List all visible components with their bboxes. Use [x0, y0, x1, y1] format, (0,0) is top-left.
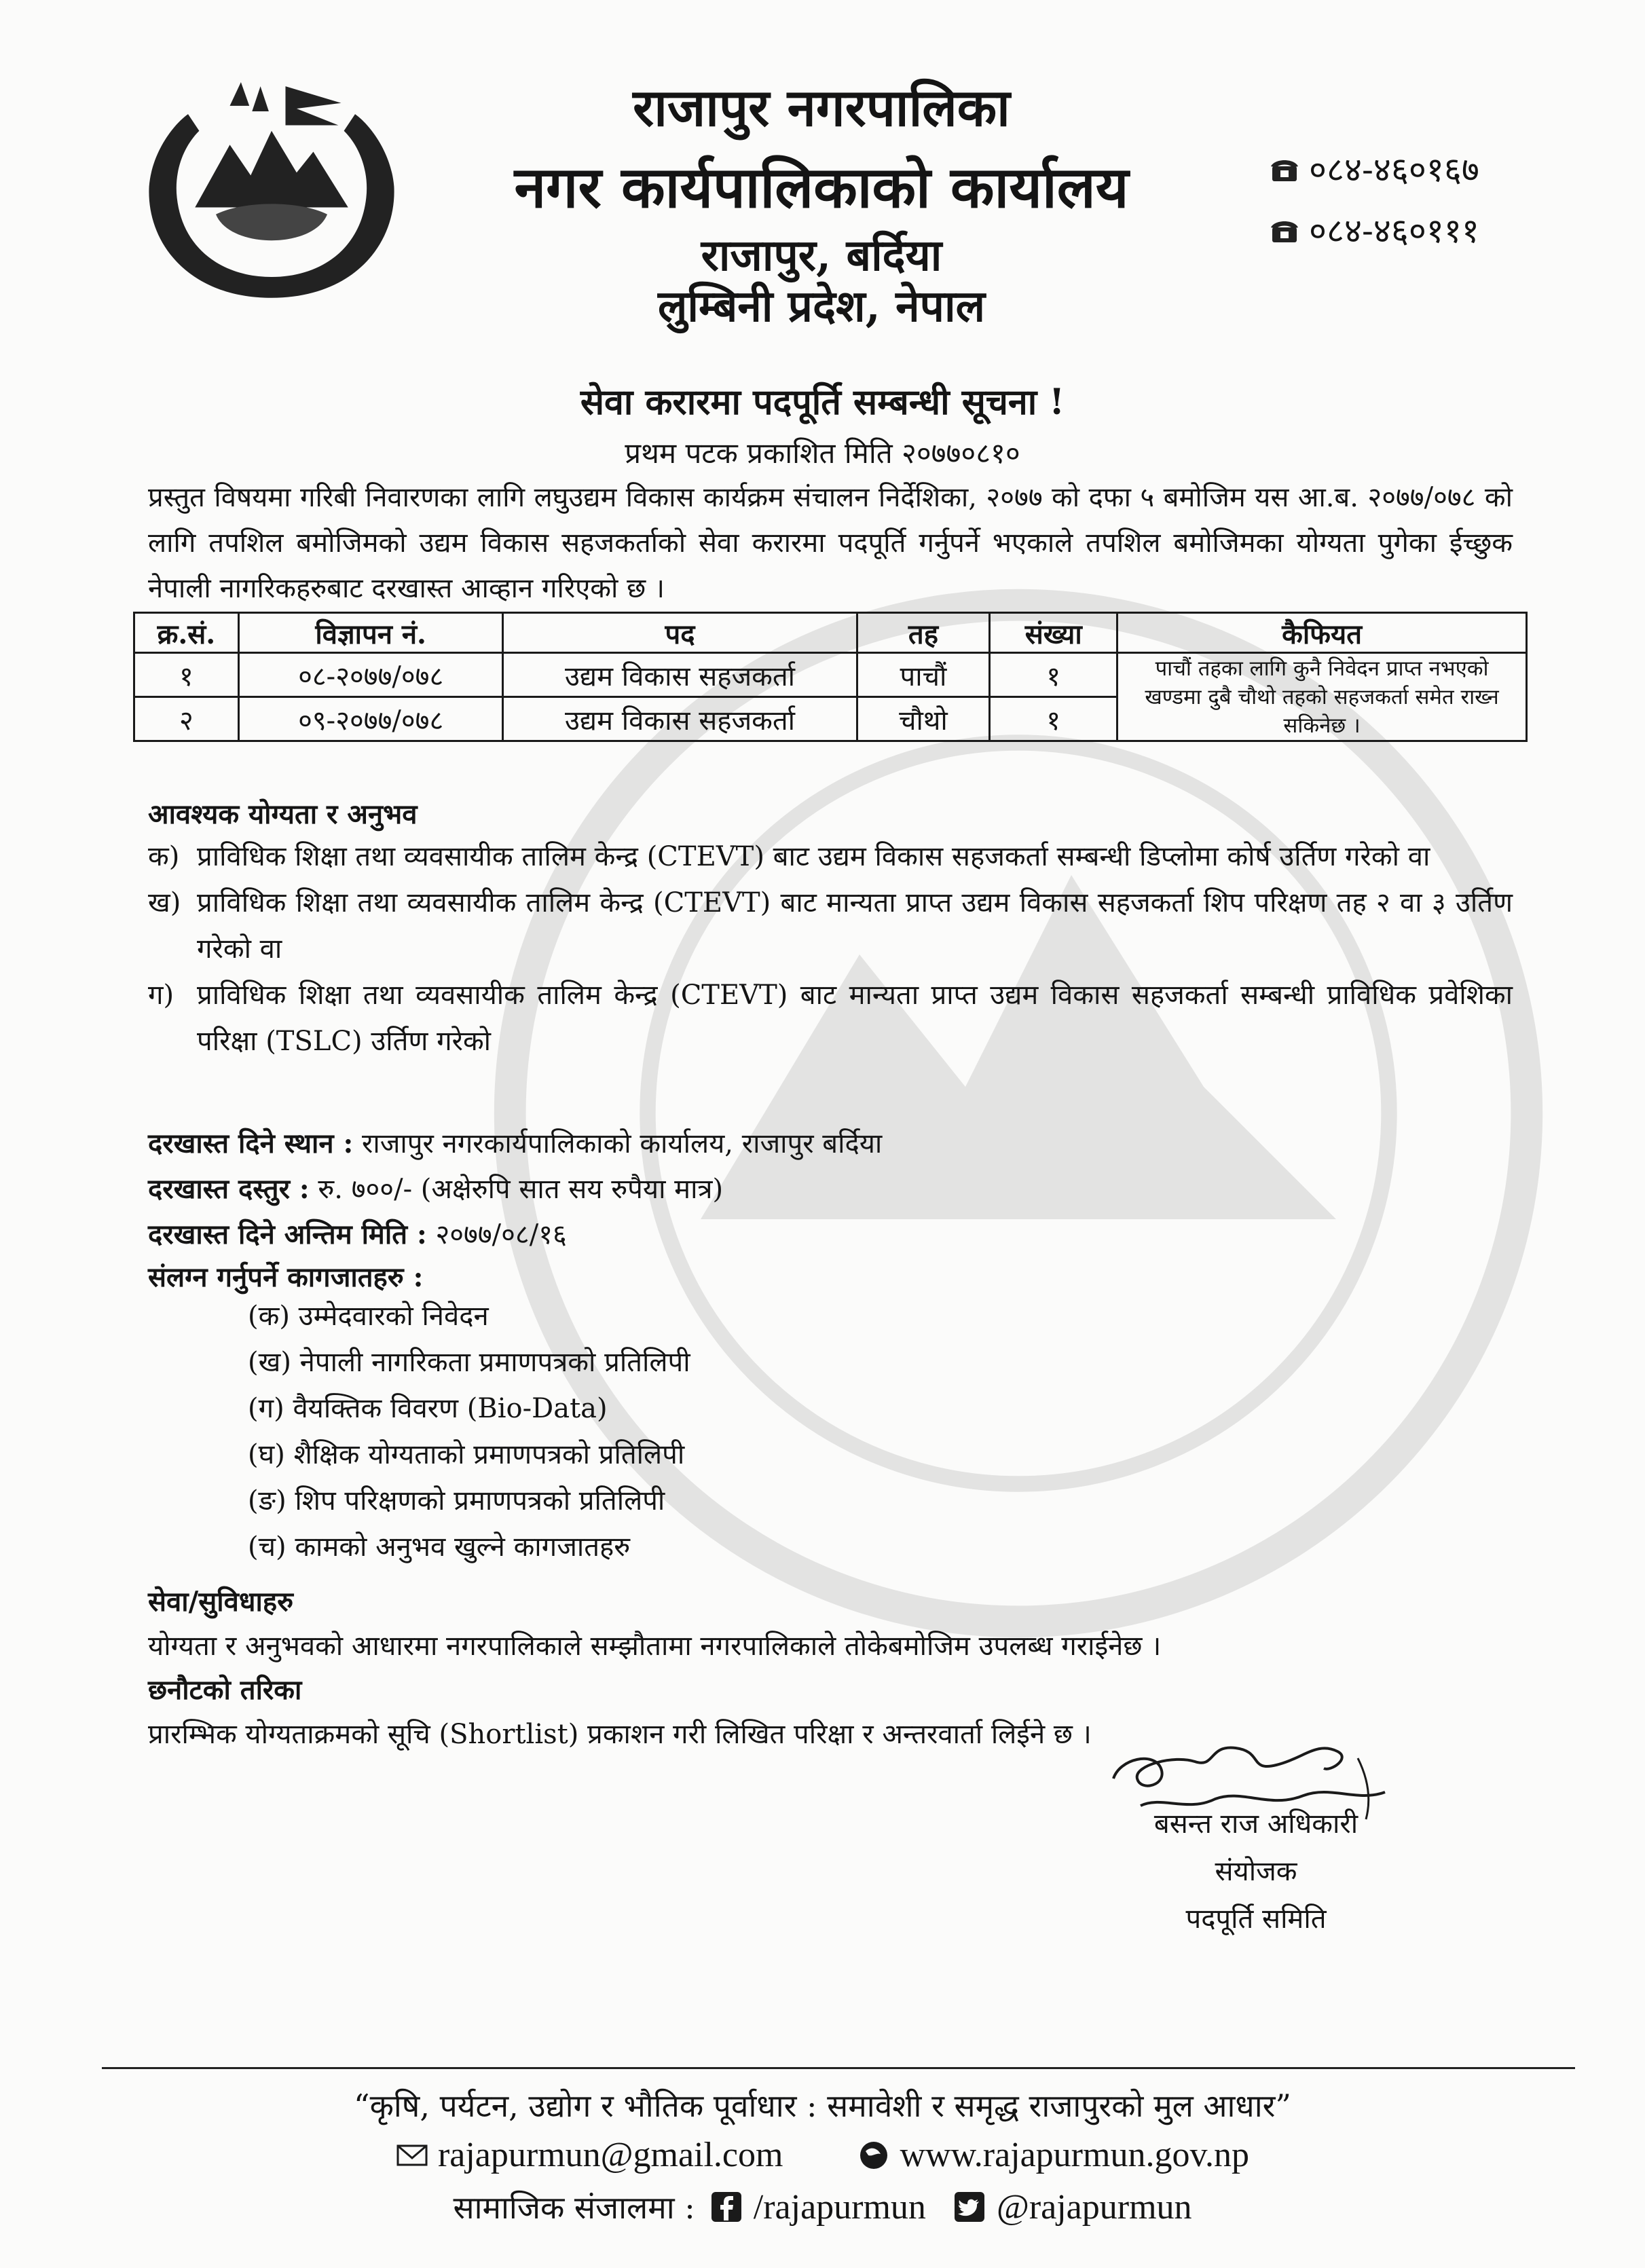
mail-icon [396, 2139, 428, 2172]
cell-remark: पाचौं तहका लागि कुनै निवेदन प्राप्त नभएको खण्डमा दुबै चौथो तहको सहजकर्ता समेत राख्न सकिनेछ । [1117, 653, 1527, 741]
application-deadline-value: २०७७/०८/१६ [435, 1219, 567, 1250]
phone-list [1270, 139, 1479, 261]
table-header-row [134, 613, 1527, 653]
cell-sn: २ [134, 697, 239, 741]
col-header-ad-no: विज्ञापन नं. [238, 613, 503, 653]
list-item: (ग) वैयक्तिक विवरण (Bio-Data) [248, 1393, 608, 1424]
application-place [148, 1123, 882, 1161]
col-header-count: संख्या [990, 613, 1117, 653]
col-header-sn: क्र.सं. [134, 613, 239, 653]
phone-number-2: ०८४-४६०१११ [1309, 211, 1479, 250]
office-location: राजापुर, बर्दिया [701, 230, 942, 281]
col-header-level: तह [857, 613, 990, 653]
globe-icon [857, 2139, 890, 2172]
twitter-handle[interactable]: @rajapurmun [996, 2187, 1192, 2227]
twitter-icon [953, 2191, 986, 2223]
qualifications-list [148, 834, 1513, 1064]
intro-paragraph: प्रस्तुत विषयमा गरिबी निवारणका लागि लघुउद्यम विकास कार्यक्रम संचालन निर्देशिका, २०७७ को दफा ५ बमोजिम यस आ.ब. २०७७/०७८ को लागि तपशिल बमोजिमको उद्यम विकास सहजकर्ताको सेवा करारमा पदपूर्ति गर्नुपर्ने भएकाले तपशिल बमोजिमका योग्यता पुगेका ईच्छुक नेपाली नागरिकहरुबाट दरखास्त आव्हान गरिएको छ । [148, 482, 1513, 604]
cell-count: १ [990, 653, 1117, 697]
cell-level: पाचौं [857, 653, 990, 697]
list-item: (क) उम्मेदवारको निवेदन [248, 1301, 489, 1332]
office-name: नगर कार्यपालिकाको कार्यालय [514, 153, 1129, 221]
item-text: प्राविधिक शिक्षा तथा व्यवसायीक तालिम केन्द्र (CTEVT) बाट मान्यता प्राप्त उद्यम विकास सहजकर्ता शिप परिक्षण तह २ वा ३ उर्तिण गरेको वा [197, 887, 1513, 965]
list-item [148, 972, 1513, 1064]
footer-website [857, 2135, 1249, 2175]
footer-social [0, 2186, 1645, 2228]
col-header-post: पद [503, 613, 857, 653]
list-item [148, 880, 1513, 972]
phone-icon [1270, 157, 1299, 183]
application-place-value: राजापुर नगरकार्यपालिकाको कार्यालय, राजापुर बर्दिया [361, 1128, 883, 1159]
item-marker: ग) [148, 980, 174, 1011]
application-deadline-label: दरखास्त दिने अन्तिम मिति : [148, 1219, 427, 1250]
signatory-block [1100, 1800, 1412, 1943]
required-docs-list [248, 1293, 690, 1570]
application-fee-label: दरखास्त दस्तुर : [148, 1173, 310, 1205]
selection-heading: छनौटको तरिका [148, 1674, 302, 1706]
item-marker: ख) [148, 887, 181, 918]
required-docs-heading: संलग्न गर्नुपर्ने कागजातहरु : [148, 1261, 424, 1293]
application-place-label: दरखास्त दिने स्थान : [148, 1128, 354, 1159]
table-row [134, 653, 1527, 697]
vacancy-table [133, 612, 1528, 742]
list-item: (ख) नेपाली नागरिकता प्रमाणपत्रको प्रतिलिपी [248, 1347, 690, 1378]
list-item: (ङ) शिप परिक्षणको प्रमाणपत्रको प्रतिलिपी [248, 1485, 665, 1517]
published-date: प्रथम पटक प्रकाशित मिति २०७७०८१० [625, 436, 1020, 470]
province-country: लुम्बिनी प्रदेश, नेपाल [657, 281, 985, 332]
signatory-name: बसन्त राज अधिकारी [1153, 1808, 1358, 1840]
application-fee-value: रु. ७००/- (अक्षेरुपि सात सय रुपैया मात्र) [318, 1174, 724, 1205]
footer-email [396, 2135, 783, 2175]
list-item: (च) कामको अनुभव खुल्ने कागजातहरु [248, 1531, 631, 1563]
footer-divider [102, 2067, 1575, 2069]
signatory-role: संयोजक [1215, 1856, 1297, 1887]
cell-count: १ [990, 697, 1117, 741]
signatory-committee: पदपूर्ति समिति [1185, 1903, 1327, 1935]
selection-text: प्रारम्भिक योग्यताक्रमको सूचि (Shortlist) प्रकाशन गरी लिखित परिक्षा र अन्तरवार्ता लिईने छ । [148, 1719, 1092, 1750]
cell-ad-no: ०९-२०७७/०७८ [238, 697, 503, 741]
social-label: सामाजिक संजालमा : [453, 2189, 695, 2226]
item-marker: क) [148, 841, 180, 872]
qualifications-heading: आवश्यक योग्यता र अनुभव [148, 798, 418, 830]
phone-entry [1270, 200, 1479, 261]
cell-level: चौथो [857, 697, 990, 741]
nepal-emblem [132, 75, 411, 312]
website-link[interactable]: www.rajapurmun.gov.np [900, 2136, 1250, 2174]
list-item: (घ) शैक्षिक योग्यताको प्रमाणपत्रको प्रतिलिपी [248, 1439, 685, 1470]
phone-entry [1270, 139, 1479, 200]
municipality-name: राजापुर नगरपालिका [633, 77, 1010, 138]
application-deadline [148, 1214, 567, 1252]
cell-post: उद्यम विकास सहजकर्ता [503, 653, 857, 697]
list-item [148, 834, 1513, 880]
phone-icon [1270, 218, 1299, 244]
notice-title: सेवा करारमा पदपूर्ति सम्बन्धी सूचना ! [580, 382, 1065, 423]
footer-contact [0, 2135, 1645, 2175]
cell-sn: १ [134, 653, 239, 697]
item-text: प्राविधिक शिक्षा तथा व्यवसायीक तालिम केन्द्र (CTEVT) बाट उद्यम विकास सहजकर्ता सम्बन्धी डिप्लोमा कोर्ष उर्तिण गरेको वा [197, 841, 1430, 872]
services-heading: सेवा/सुविधाहरु [148, 1586, 294, 1618]
item-text: प्राविधिक शिक्षा तथा व्यवसायीक तालिम केन्द्र (CTEVT) बाट मान्यता प्राप्त उद्यम विकास सहजकर्ता सम्बन्धी प्राविधिक प्रवेशिका परिक्षा (TSLC) उर्तिण गरेको [197, 980, 1513, 1057]
facebook-handle[interactable]: /rajapurmun [753, 2187, 926, 2227]
col-header-remark: कैफियत [1117, 613, 1527, 653]
cell-ad-no: ०८-२०७७/०७८ [238, 653, 503, 697]
services-text: योग्यता र अनुभवको आधारमा नगरपालिकाले सम्झौतामा नगरपालिकाले तोकेबमोजिम उपलब्ध गराईनेछ । [148, 1631, 1162, 1662]
cell-post: उद्यम विकास सहजकर्ता [503, 697, 857, 741]
facebook-icon [710, 2191, 743, 2223]
footer-slogan: “कृषि, पर्यटन, उद्योग र भौतिक पूर्वाधार : समावेशी र समृद्ध राजापुरको मुल आधार” [354, 2087, 1291, 2124]
phone-number-1: ०८४-४६०१६७ [1309, 150, 1479, 189]
email-link[interactable]: rajapurmun@gmail.com [437, 2136, 783, 2174]
application-fee [148, 1169, 723, 1206]
